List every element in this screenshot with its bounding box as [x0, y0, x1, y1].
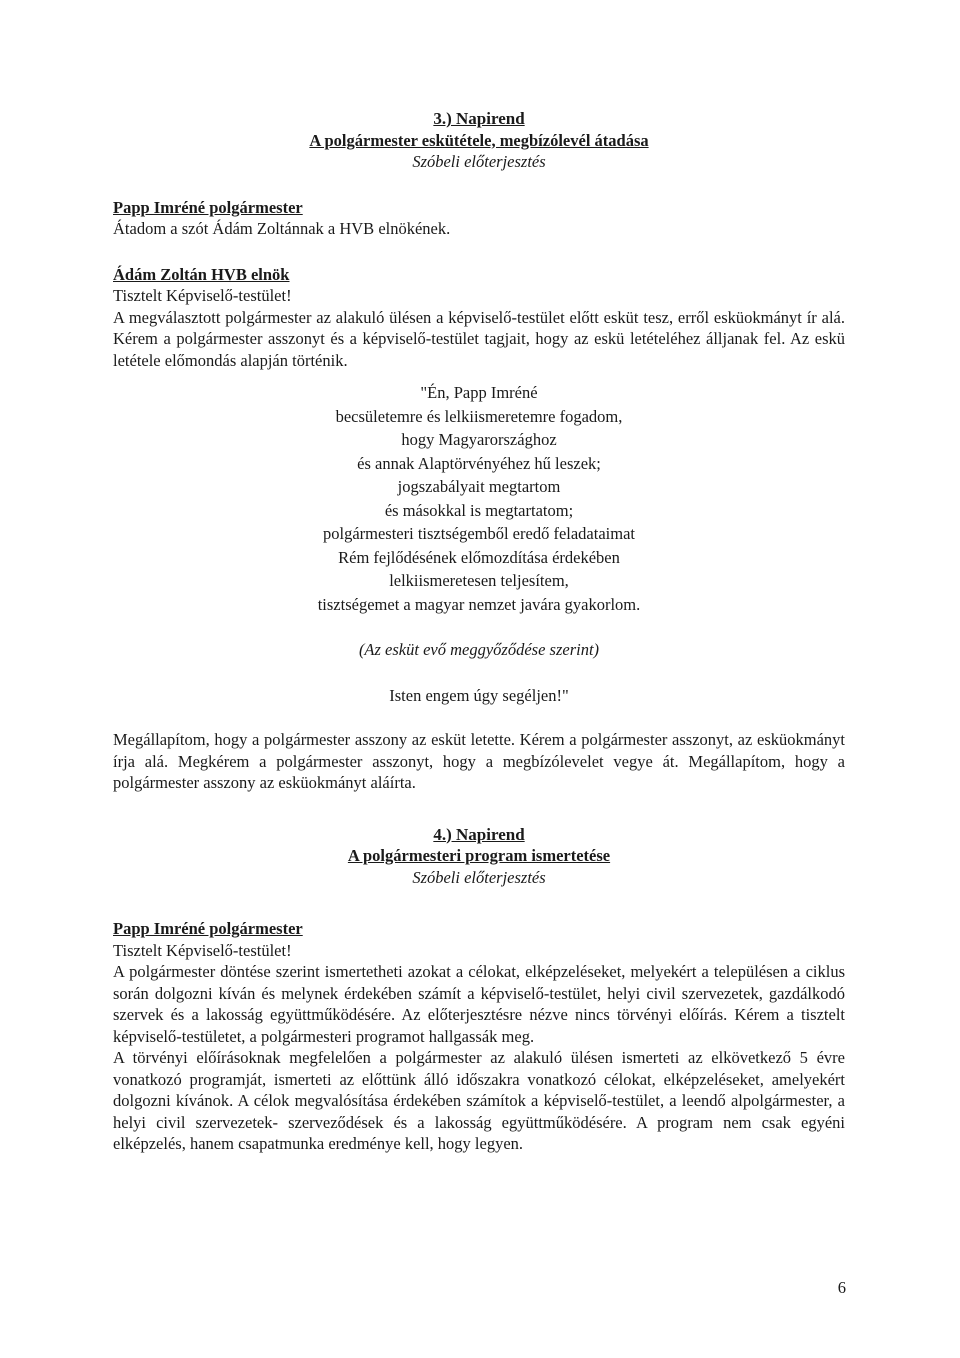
oath-line: jogszabályait megtartom [397, 477, 561, 496]
agenda-subtitle: Szóbeli előterjesztés [412, 867, 546, 887]
agenda-subtitle: Szóbeli előterjesztés [412, 152, 546, 171]
speech-text: A megválasztott polgármester az alakuló ülésen a képviselő-testület előtt esküt tesz, erről esküokmányt ír alá. Kérem a polgármester asszonyt és a képviselő-testület tagjait, hogy az eskü letételéhez álljanak fel. Az eskü letétele előmondás alapján történik. [113, 307, 845, 370]
page-number: 6 [837, 1278, 846, 1297]
speech-text: Átadom a szót Ádám Zoltánnak a HVB elnökének. [113, 219, 451, 238]
section-3-heading [113, 108, 845, 173]
speaker-block [113, 264, 845, 372]
speech-greeting: Tisztelt Képviselő-testület! [113, 940, 292, 960]
speaker-block [113, 197, 845, 240]
oath-line: "Én, Papp Imréné [420, 383, 538, 402]
oath-closing: Isten engem úgy segéljen!" [389, 685, 569, 705]
oath-line: polgármesteri tisztségemből eredő feladataimat [322, 524, 635, 543]
speaker-block [113, 918, 845, 1155]
speech-greeting: Tisztelt Képviselő-testület! [113, 286, 292, 305]
agenda-title: A polgármesteri program ismertetése [347, 846, 611, 865]
agenda-number: 3.) Napirend [433, 109, 525, 128]
oath-line: és másokkal is megtartatom; [384, 500, 574, 520]
oath-line: tisztségemet a magyar nemzet javára gyakorlom. [317, 594, 641, 614]
speaker-name: Papp Imréné polgármester [113, 919, 303, 938]
document-page [113, 108, 845, 1155]
agenda-title: A polgármester eskütétele, megbízólevél átadása [309, 130, 649, 150]
oath-line: becsületemre és lelkiismeretemre fogadom, [335, 406, 623, 426]
oath-note: (Az esküt evő meggyőződése szerint) [358, 640, 600, 659]
section-4-heading [113, 824, 845, 889]
after-oath-text: Megállapítom, hogy a polgármester asszony az esküt letette. Kérem a polgármester asszonyt, az esküokmányt írja alá. Megkérem a polgármester asszonyt, hogy a megbízólevelet vegye át. Megállapítom, hogy a polgármester asszony az esküokmányt aláírta. [113, 730, 845, 792]
oath-line: hogy Magyarországhoz [401, 430, 557, 449]
speech-text: A polgármester döntése szerint ismertetheti azokat a célokat, elképzeléseket, melyekért a településen a ciklus során dolgozni kíván és melynek érdekében számít a képviselő-testület, helyi civil szervezetek, gazdálkodó szervek és a lakosság együttműködésére. Az előterjesztésre nézve nincs törvényi előírás. Kérem a tisztelt képviselő-testületet, a polgármesteri programot hallgassák meg. [113, 962, 845, 1046]
speech-text: A törvényi előírásoknak megfelelően a polgármester az alakuló ülésen ismerteti az elkövetkező 5 évre vonatkozó programját, ismerteti az előttünk álló időszakra vonatkozó célokat, elképzeléseket, amelyekért dolgozni kívánok. A célok megvalósítása érdekében számítok a képviselő-testület, a leendő alpolgármester, a helyi civil szervezetek- szerveződések és a lakosság együttműködésére. A program nem csak egyéni elképzelés, hanem csapatmunka eredménye kell, hogy legyen. [113, 1048, 845, 1153]
agenda-number: 4.) Napirend [433, 824, 525, 844]
speaker-name: Papp Imréné polgármester [113, 197, 303, 217]
oath-line: Rém fejlődésének előmozdítása érdekében [338, 547, 620, 567]
oath-text [113, 381, 845, 707]
oath-line: lelkiismeretesen teljesítem, [389, 571, 569, 590]
speaker-name: Ádám Zoltán HVB elnök [113, 264, 290, 284]
oath-line: és annak Alaptörvényéhez hű leszek; [357, 453, 601, 473]
